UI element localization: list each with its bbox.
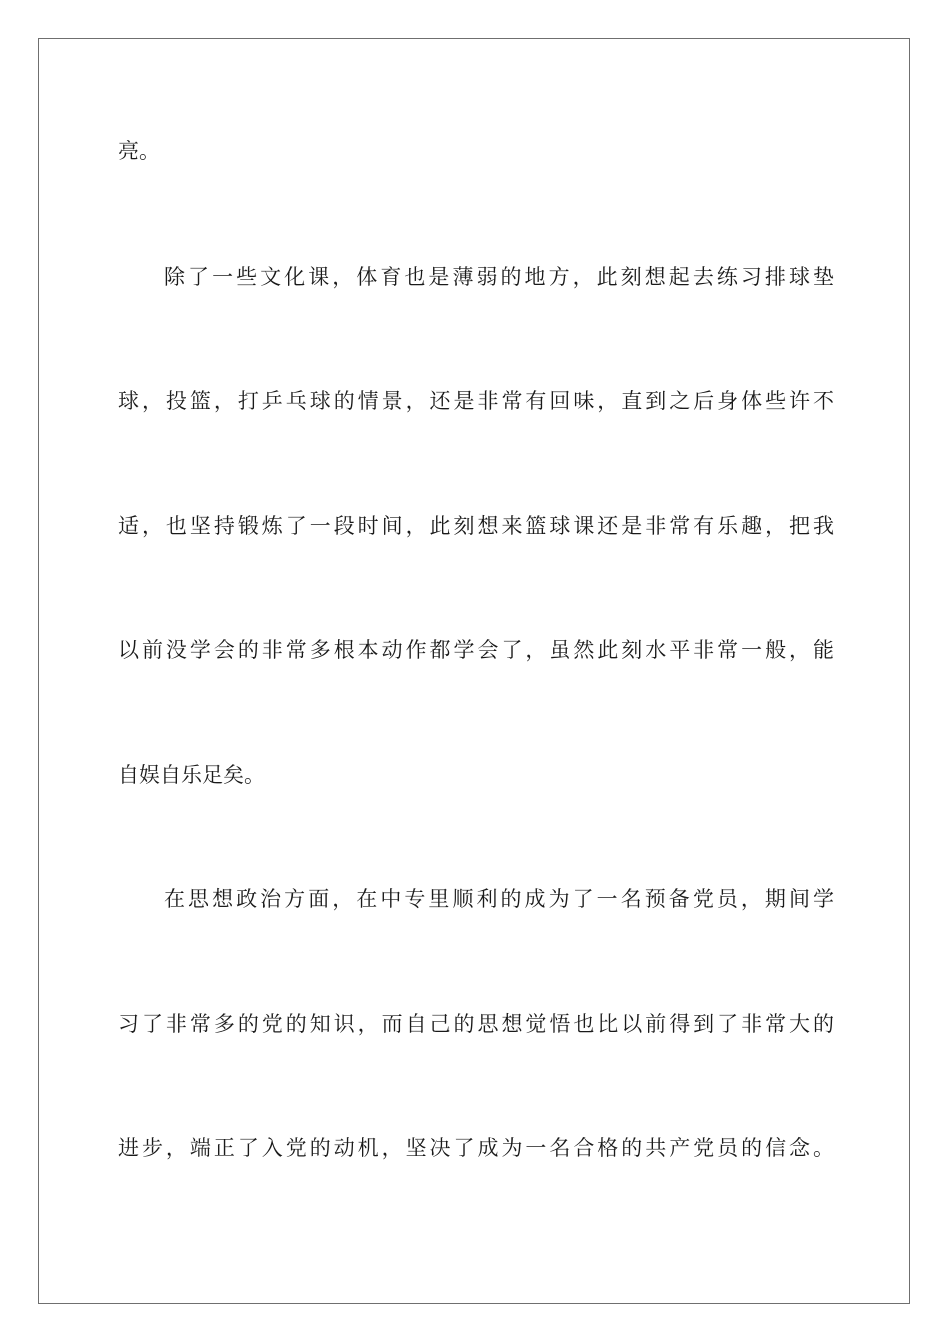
text-line: 球，投篮，打乒乓球的情景，还是非常有回味，直到之后身体些许不 xyxy=(118,389,834,413)
page-border xyxy=(38,38,910,1304)
text-line: 适，也坚持锻炼了一段时间，此刻想来篮球课还是非常有乐趣，把我 xyxy=(118,514,834,538)
paragraph-start-line: 除了一些文化课，体育也是薄弱的地方，此刻想起去练习排球垫 xyxy=(164,265,834,289)
text-line: 习了非常多的党的知识，而自己的思想觉悟也比以前得到了非常大的 xyxy=(118,1012,834,1036)
text-line: 亮。 xyxy=(118,139,160,163)
text-line: 进步，端正了入党的动机，坚决了成为一名合格的共产党员的信念。 xyxy=(118,1136,834,1160)
text-line: 自娱自乐足矣。 xyxy=(118,763,265,787)
paragraph-start-line: 在思想政治方面，在中专里顺利的成为了一名预备党员，期间学 xyxy=(164,887,834,911)
text-line: 以前没学会的非常多根本动作都学会了，虽然此刻水平非常一般，能 xyxy=(118,638,834,662)
